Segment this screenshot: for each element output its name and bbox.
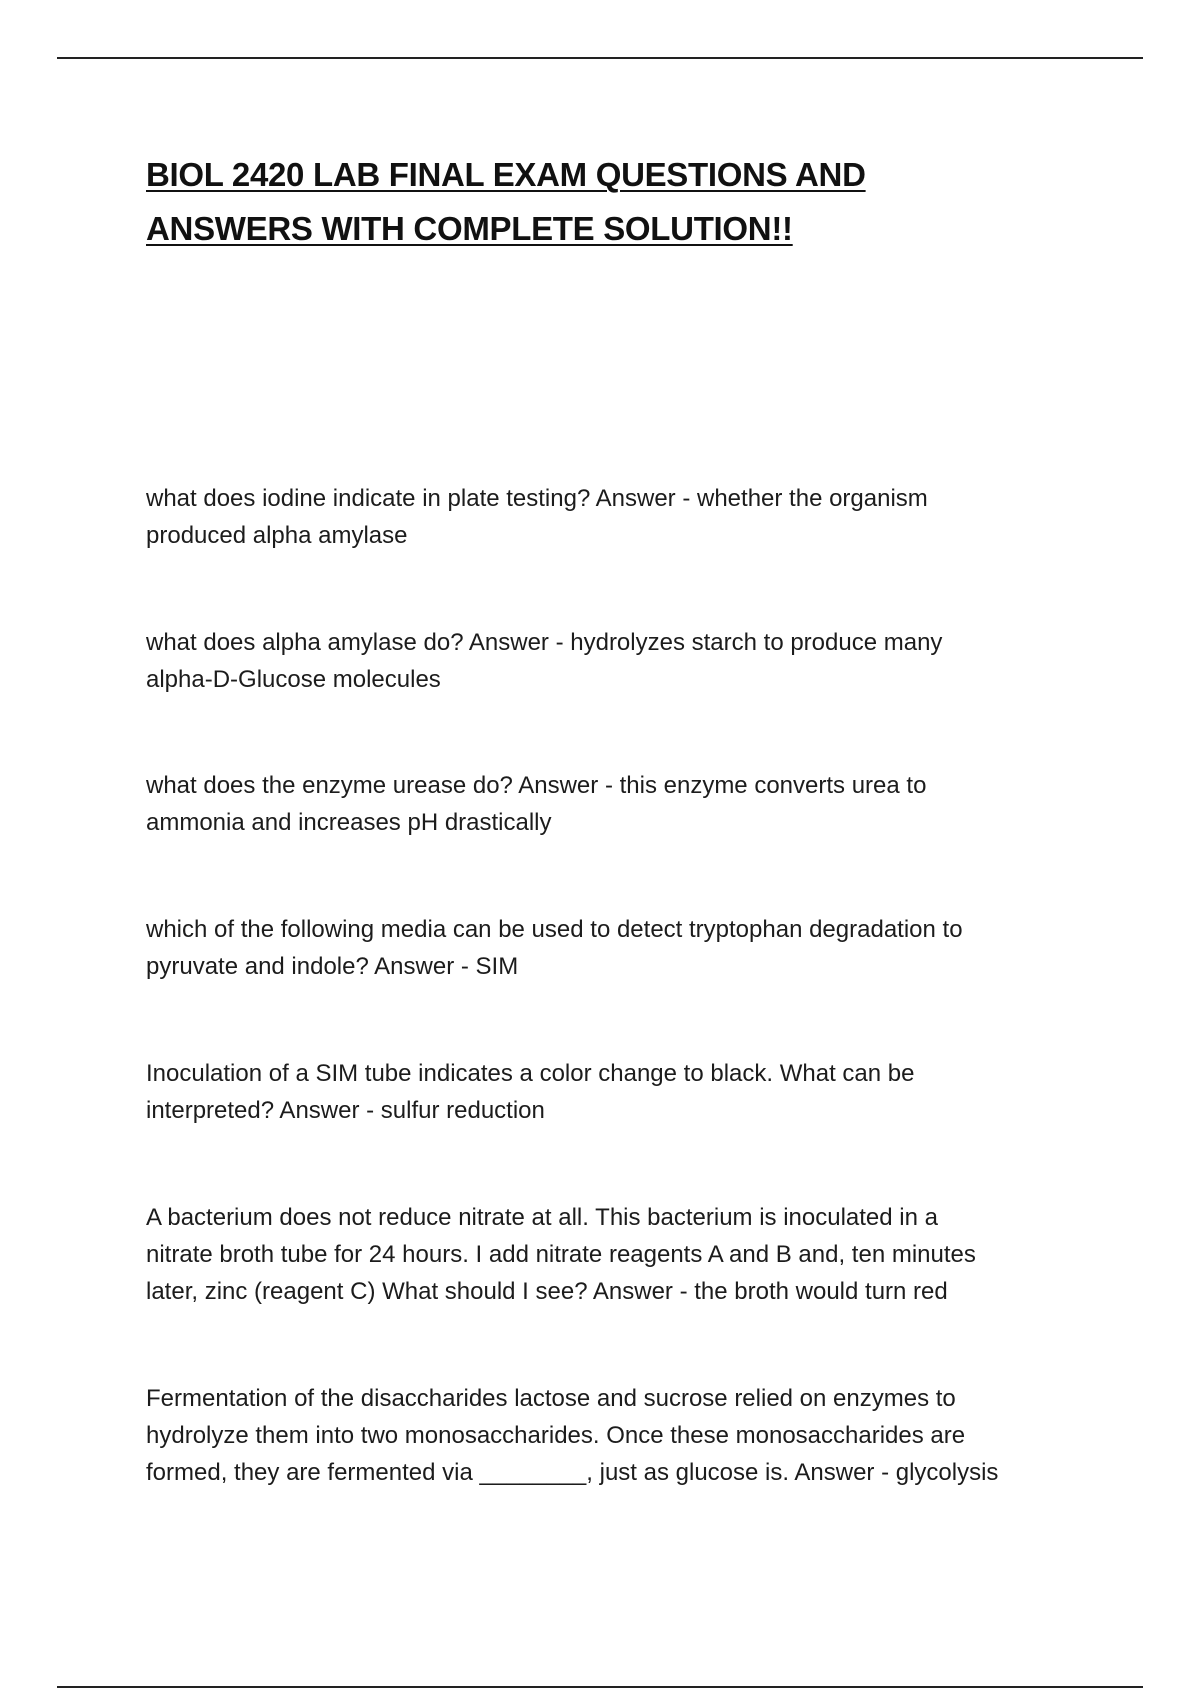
- qa-item: A bacterium does not reduce nitrate at all. This bacterium is inoculated in a nitrate broth tube for 24 hours. I add nitrate reagents A and B and, ten minutes later, zinc (reagent C) What should I see? Answer - the broth would turn red: [146, 1204, 976, 1305]
- footer-rule: [57, 1686, 1143, 1688]
- qa-item: what does iodine indicate in plate testing? Answer - whether the organism produced alpha amylase: [146, 485, 928, 549]
- qa-item: what does alpha amylase do? Answer - hydrolyzes starch to produce many alpha-D-Glucose molecules: [146, 629, 943, 693]
- qa-item: what does the enzyme urease do? Answer - this enzyme converts urea to ammonia and increases pH drastically: [146, 772, 927, 836]
- qa-item: Inoculation of a SIM tube indicates a color change to black. What can be interpreted? Answer - sulfur reduction: [146, 1060, 915, 1124]
- qa-item: which of the following media can be used to detect tryptophan degradation to pyruvate and indole? Answer - SIM: [146, 916, 963, 980]
- qa-item: Fermentation of the disaccharides lactose and sucrose relied on enzymes to hydrolyze them into two monosaccharides. Once these monosaccharides are formed, they are fermented via ________, just as glucose is. Answer - glycolysis: [146, 1385, 999, 1486]
- header-rule: [57, 57, 1143, 59]
- document-title: BIOL 2420 LAB FINAL EXAM QUESTIONS AND ANSWERS WITH COMPLETE SOLUTION!!: [146, 156, 866, 247]
